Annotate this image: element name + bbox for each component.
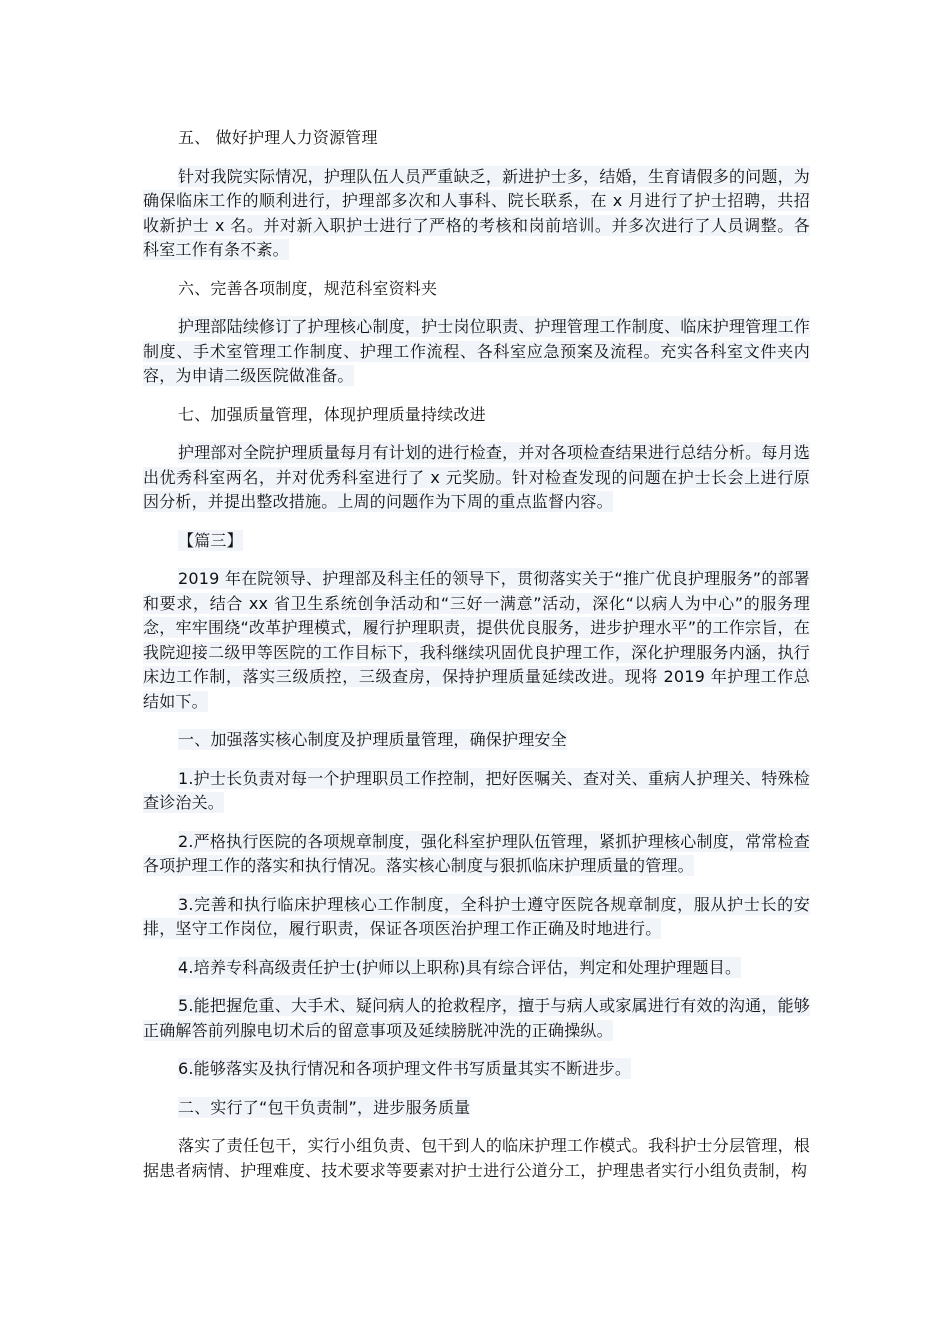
section-heading-1	[143, 728, 810, 753]
section-heading-5	[143, 126, 810, 151]
list-item-5	[143, 994, 810, 1043]
paragraph-text: 落实了责任包干，实行小组负责、包干到人的临床护理工作模式。我科护士分层管理，根据患者病情、护理难度、技术要求等要素对护士进行公道分工，护理患者实行小组负责制，构	[143, 1136, 810, 1180]
heading-text: 五、 做好护理人力资源管理	[178, 128, 378, 147]
paragraph-responsibility	[143, 1134, 810, 1183]
heading-text: 七、加强质量管理，体现护理质量持续改进	[178, 404, 486, 424]
paragraph-quality	[143, 441, 810, 515]
paragraph-staffing	[143, 165, 810, 263]
heading-text: 一、加强落实核心制度及护理质量管理，确保护理安全	[178, 730, 567, 749]
list-item-text: 3.完善和执行临床护理核心工作制度，全科护士遵守医院各规章制度，服从护士长的安排，坚守工作岗位，履行职责，保证各项医治护理工作正确及时地进行。	[143, 894, 810, 938]
list-item-text: 4.培养专科高级责任护士(护师以上职称)具有综合评估，判定和处理护理题目。	[178, 957, 742, 977]
list-item-1	[143, 767, 810, 816]
list-item-6	[143, 1057, 810, 1082]
paragraph-text: 护理部陆续修订了护理核心制度，护士岗位职责、护理管理工作制度、临床护理管理工作制度、手术室管理工作制度、护理工作流程、各科室应急预案及流程。充实各科室文件夹内容，为申请二级医院做准备。	[143, 317, 810, 385]
paragraph-text: 针对我院实际情况，护理队伍人员严重缺乏，新进护士多，结婚，生育请假多的问题，为确保临床工作的顺利进行，护理部多次和人事科、院长联系，在 x 月进行了护士招聘，共招收新护士 x 名。并对新入职护士进行了严格的考核和岗前培训。并多次进行了人员调整。各科室工作有条不紊。	[143, 166, 810, 259]
section-heading-7	[143, 403, 810, 428]
paragraph-text: 护理部对全院护理质量每月有计划的进行检查，并对各项检查结果进行总结分析。每月选出优秀科室两名，并对优秀科室进行了 x 元奖励。针对检查发现的问题在护士长会上进行原因分析，并提出整改措施。上周的问题作为下周的重点监督内容。	[143, 443, 810, 511]
paragraph-regulations	[143, 315, 810, 389]
section-heading-2	[143, 1096, 810, 1121]
list-item-4	[143, 956, 810, 981]
paragraph-intro-2019	[143, 567, 810, 714]
section-heading-6	[143, 277, 810, 302]
part-three-heading	[143, 529, 810, 554]
list-item-text: 5.能把握危重、大手术、疑问病人的抢救程序，擅于与病人或家属进行有效的沟通，能够正确解答前列腺电切术后的留意事项及延续膀胱冲洗的正确操纵。	[143, 996, 810, 1040]
heading-text: 六、完善各项制度，规范科室资料夹	[178, 278, 438, 298]
list-item-3	[143, 893, 810, 942]
list-item-text: 1.护士长负责对每一个护理职员工作控制，把好医嘱关、查对关、重病人护理关、特殊检查诊治关。	[143, 768, 810, 812]
list-item-text: 2.严格执行医院的各项规章制度，强化科室护理队伍管理，紧抓护理核心制度，常常检查各项护理工作的落实和执行情况。落实核心制度与狠抓临床护理质量的管理。	[143, 831, 810, 875]
heading-text: 二、实行了“包干负责制”，进步服务质量	[178, 1097, 471, 1117]
list-item-text: 6.能够落实及执行情况和各项护理文件书写质量其实不断进步。	[178, 1059, 632, 1078]
paragraph-text: 2019 年在院领导、护理部及科主任的领导下，贯彻落实关于“推广优良护理服务”的部署和要求，结合 xx 省卫生系统创争活动和“三好一满意”活动，深化“以病人为中心”的服务理念，牢牢围绕“改革护理模式，履行护理职责，提供优良服务，进步护理水平”的工作宗旨，在我院迎接二级甲等医院的工作目标下，我科继续巩固优良护理工作，深化护理服务内涵，执行床边工作制，落实三级质控，三级查房，保持护理质量延续改进。现将 2019 年护理工作总结如下。	[143, 569, 810, 711]
list-item-2	[143, 830, 810, 879]
heading-text: 【篇三】	[178, 530, 243, 550]
